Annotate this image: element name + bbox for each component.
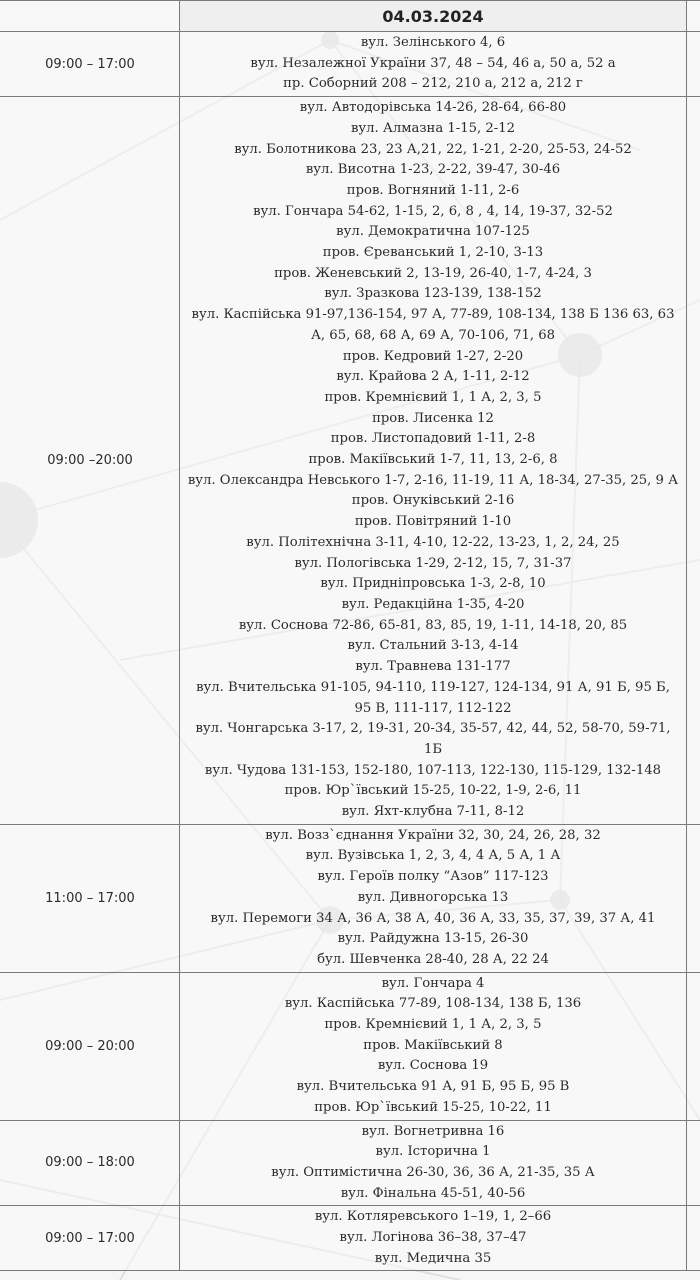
address-line: пров. Кремнієвий 1, 1 А, 2, 3, 5 bbox=[324, 1017, 542, 1033]
time-range: 09:00 – 17:00 bbox=[0, 32, 180, 97]
time-range: 09:00 – 18:00 bbox=[0, 1120, 180, 1206]
address-line: вул. Яхт-клубна 7-11, 8-12 bbox=[341, 804, 525, 820]
address-line: бул. Шевченка 28-40, 28 А, 22 24 bbox=[317, 951, 549, 967]
address-line: вул. Болотникова 23, 23 А,21, 22, 1-21, 2-20, 25-53, 24-52 bbox=[234, 141, 632, 157]
time-range: 09:00 –20:00 bbox=[0, 97, 180, 825]
address-line: пров. Кремнієвий 1, 1 А, 2, 3, 5 bbox=[324, 389, 542, 405]
address-line: вул. Гончара 4 bbox=[381, 975, 485, 991]
address-line: вул. Гончара 54-62, 1-15, 2, 6, 8 , 4, 14, 19-37, 32-52 bbox=[253, 203, 613, 219]
address-line: пров. Онуківський 2-16 bbox=[351, 493, 515, 509]
address-line: вул. Соснова 72-86, 65-81, 83, 85, 19, 1-11, 14-18, 20, 85 bbox=[238, 617, 628, 633]
address-line: пров. Лисенка 12 bbox=[372, 410, 494, 426]
schedule-row bbox=[0, 1206, 700, 1271]
address-line: вул. Вогнетривна 16 bbox=[361, 1123, 505, 1139]
header-right-cell bbox=[687, 1, 700, 32]
address-list bbox=[180, 972, 687, 1120]
time-range: 09:00 – 17:00 bbox=[0, 1206, 180, 1271]
address-line: вул. Чудова 131-153, 152-180, 107-113, 122-130, 115-129, 132-148 bbox=[204, 762, 662, 778]
address-line: вул. Каспійська 77-89, 108-134, 138 Б, 136 bbox=[284, 996, 582, 1012]
address-line: вул. Дивногорська 13 bbox=[357, 889, 509, 905]
address-line: вул. Соснова 19 bbox=[377, 1058, 489, 1074]
address-line: вул. Каспійська 91-97,136-154, 97 А, 77-89, 108-134, 138 Б 136 63, 63 А, 65, 68, 68 А, 69 А, 70-106, 71, 68 bbox=[191, 307, 675, 343]
address-list bbox=[180, 32, 687, 97]
address-line: вул. Олександра Невського 1-7, 2-16, 11-19, 11 А, 18-34, 27-35, 25, 9 А bbox=[187, 472, 679, 488]
address-line: вул. Алмазна 1-15, 2-12 bbox=[350, 120, 516, 136]
address-line: пров. Макіївський 8 bbox=[363, 1037, 503, 1053]
address-line: вул. Придніпровська 1-3, 2-8, 10 bbox=[320, 576, 546, 592]
address-line: вул. Крайова 2 А, 1-11, 2-12 bbox=[336, 369, 530, 385]
address-list bbox=[180, 824, 687, 972]
address-line: вул. Історична 1 bbox=[375, 1144, 491, 1160]
address-line: вул. Оптимістична 26-30, 36, 36 А, 21-35, 35 А bbox=[271, 1164, 595, 1180]
schedule-row bbox=[0, 972, 700, 1120]
schedule-row bbox=[0, 32, 700, 97]
address-line: вул. Фінальна 45-51, 40-56 bbox=[340, 1185, 526, 1201]
address-list bbox=[180, 1206, 687, 1271]
address-line: вул. Політехнічна 3-11, 4-10, 12-22, 13-23, 1, 2, 24, 25 bbox=[246, 534, 620, 550]
schedule-row bbox=[0, 97, 700, 825]
address-line: вул. Демократична 107-125 bbox=[336, 224, 530, 240]
address-line: пров. Вогняний 1-11, 2-6 bbox=[346, 182, 520, 198]
address-line: вул. Возз`єднання України 32, 30, 24, 26, 28, 32 bbox=[265, 827, 601, 843]
header-left-cell bbox=[0, 1, 180, 32]
address-line: вул. Стальний 3-13, 4-14 bbox=[347, 638, 519, 654]
address-line: вул. Автодорівська 14-26, 28-64, 66-80 bbox=[299, 100, 567, 116]
address-line: вул. Незалежної України 37, 48 – 54, 46 а, 50 а, 52 а bbox=[250, 55, 616, 71]
address-line: вул. Логінова 36–38, 37–47 bbox=[339, 1230, 527, 1246]
address-line: пров. Юр`ївський 15-25, 10-22, 11 bbox=[314, 1099, 552, 1115]
address-line: вул. Травнева 131-177 bbox=[355, 659, 511, 675]
right-edge-cell bbox=[687, 1206, 700, 1271]
address-line: вул. Зелінського 4, 6 bbox=[360, 35, 506, 50]
address-line: вул. Пологівська 1-29, 2-12, 15, 7, 31-37 bbox=[294, 555, 572, 571]
right-edge-cell bbox=[687, 1120, 700, 1206]
address-line: вул. Вчительська 91-105, 94-110, 119-127, 124-134, 91 А, 91 Б, 95 Б, 95 В, 111-117, 112-122 bbox=[196, 679, 670, 716]
address-line: пров. Повітряний 1-10 bbox=[354, 514, 512, 530]
address-line: пров. Макіївський 1-7, 11, 13, 2-6, 8 bbox=[308, 452, 558, 468]
address-line: вул. Зразкова 123-139, 138-152 bbox=[324, 286, 542, 302]
address-line: вул. Котляревського 1–19, 1, 2–66 bbox=[314, 1209, 552, 1225]
address-line: пр. Соборний 208 – 212, 210 а, 212 а, 212 г bbox=[283, 76, 583, 92]
address-line: пров. Єреванський 1, 2-10, 3-13 bbox=[322, 245, 544, 261]
address-line: вул. Медична 35 bbox=[374, 1250, 492, 1266]
address-line: пров. Женевський 2, 13-19, 26-40, 1-7, 4-24, 3 bbox=[274, 265, 592, 281]
address-line: вул. Перемоги 34 А, 36 А, 38 А, 40, 36 А, 33, 35, 37, 39, 37 А, 41 bbox=[210, 910, 656, 926]
right-edge-cell bbox=[687, 824, 700, 972]
address-line: вул. Вчительська 91 А, 91 Б, 95 Б, 95 В bbox=[296, 1079, 570, 1095]
schedule-row bbox=[0, 1120, 700, 1206]
address-line: пров. Юр`ївський 15-25, 10-22, 1-9, 2-6, 11 bbox=[284, 783, 582, 799]
date-header: 04.03.2024 bbox=[180, 1, 687, 32]
right-edge-cell bbox=[687, 97, 700, 825]
header-row bbox=[0, 1, 700, 32]
schedule-row bbox=[0, 824, 700, 972]
address-line: вул. Героїв полку “Азов” 117-123 bbox=[317, 869, 549, 885]
address-line: вул. Вузівська 1, 2, 3, 4, 4 А, 5 А, 1 А bbox=[305, 848, 561, 864]
address-line: пров. Кедровий 1-27, 2-20 bbox=[342, 348, 524, 364]
address-line: вул. Редакційна 1-35, 4-20 bbox=[341, 596, 525, 612]
address-line: вул. Чонгарська 3-17, 2, 19-31, 20-34, 35-57, 42, 44, 52, 58-70, 59-71, 1Б bbox=[195, 721, 671, 757]
time-range: 11:00 – 17:00 bbox=[0, 824, 180, 972]
address-line: вул. Райдужна 13-15, 26-30 bbox=[337, 931, 529, 947]
address-line: пров. Листопадовий 1-11, 2-8 bbox=[330, 431, 536, 447]
address-line: вул. Висотна 1-23, 2-22, 39-47, 30-46 bbox=[305, 162, 561, 178]
right-edge-cell bbox=[687, 32, 700, 97]
right-edge-cell bbox=[687, 972, 700, 1120]
address-list bbox=[180, 97, 687, 825]
address-list bbox=[180, 1120, 687, 1206]
time-range: 09:00 – 20:00 bbox=[0, 972, 180, 1120]
